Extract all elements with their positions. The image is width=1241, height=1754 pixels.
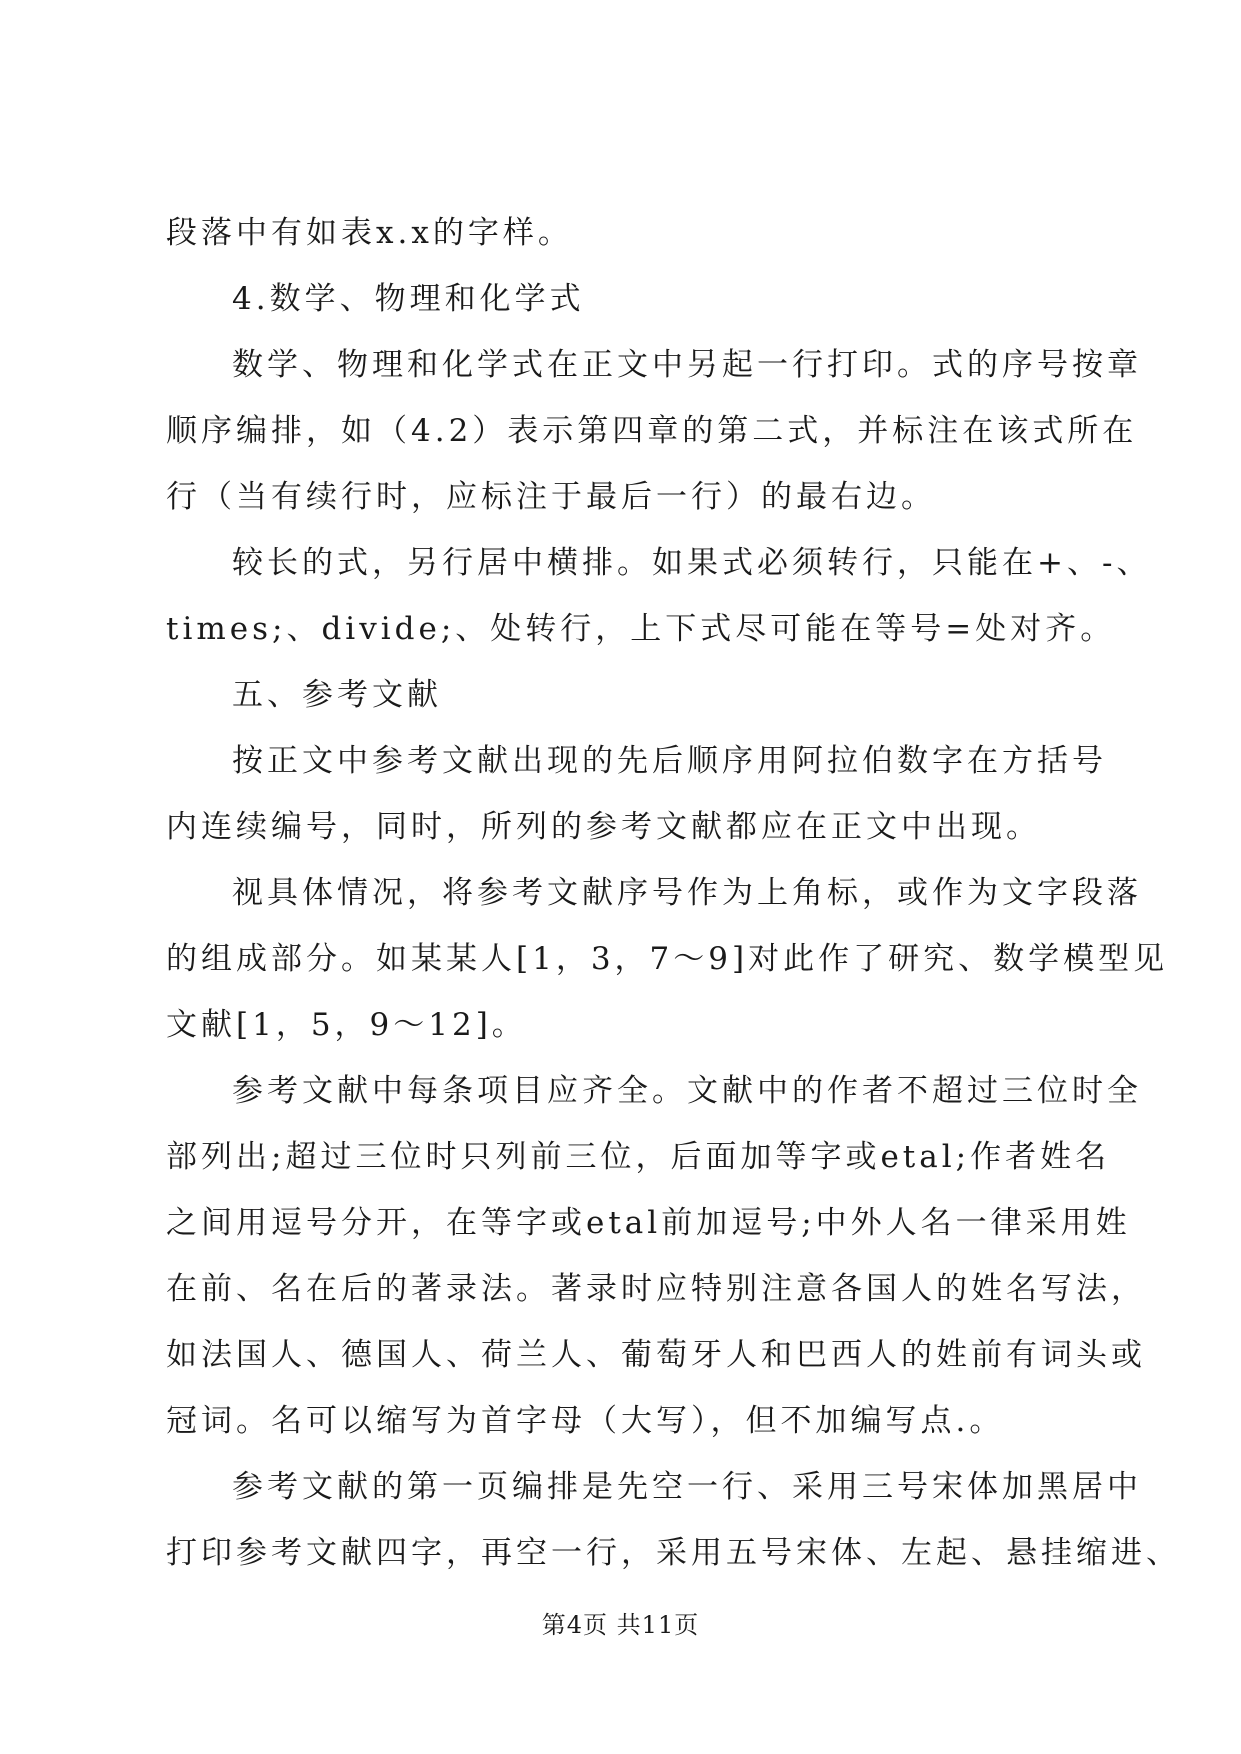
- section-heading-references: 五、参考文献: [232, 677, 442, 713]
- text-line: 行（当有续行时，应标注于最后一行）的最右边。: [166, 479, 936, 515]
- text-line: 如法国人、德国人、荷兰人、葡萄牙人和巴西人的姓前有词头或: [166, 1337, 1146, 1373]
- body-text: [166, 200, 1181, 1586]
- text-line: 顺序编排，如（4.2）表示第四章的第二式，并标注在该式所在: [166, 413, 1138, 449]
- text-line: 参考文献的第一页编排是先空一行、采用三号宋体加黑居中: [232, 1469, 1142, 1505]
- page-number-footer: 第4页 共11页: [541, 1611, 700, 1639]
- text-line: 的组成部分。如某某人[1，3，7～9]对此作了研究、数学模型见: [166, 941, 1169, 977]
- text-line: 打印参考文献四字，再空一行，采用五号宋体、左起、悬挂缩进、: [166, 1535, 1181, 1571]
- text-line: 在前、名在后的著录法。著录时应特别注意各国人的姓名写法，: [166, 1271, 1146, 1307]
- text-line: times;、divide;、处转行，上下式尽可能在等号=处对齐。: [166, 611, 1116, 647]
- text-line: 段落中有如表x.x的字样。: [166, 215, 573, 251]
- text-line: 部列出;超过三位时只列前三位，后面加等字或etal;作者姓名: [166, 1139, 1111, 1175]
- section-heading-formulas: 4.数学、物理和化学式: [232, 281, 585, 317]
- text-line: 参考文献中每条项目应齐全。文献中的作者不超过三位时全: [232, 1073, 1142, 1109]
- text-line: 视具体情况，将参考文献序号作为上角标，或作为文字段落: [232, 875, 1142, 911]
- text-line: 文献[1，5，9～12]。: [166, 1007, 527, 1043]
- text-line: 较长的式，另行居中横排。如果式必须转行，只能在+、-、: [232, 545, 1152, 581]
- text-line: 之间用逗号分开，在等字或etal前加逗号;中外人名一律采用姓: [166, 1205, 1131, 1241]
- text-line: 数学、物理和化学式在正文中另起一行打印。式的序号按章: [232, 347, 1142, 383]
- text-line: 冠词。名可以缩写为首字母（大写），但不加编写点.。: [166, 1403, 1005, 1439]
- text-line: 内连续编号，同时，所列的参考文献都应在正文中出现。: [166, 809, 1041, 845]
- text-line: 按正文中参考文献出现的先后顺序用阿拉伯数字在方括号: [232, 743, 1107, 779]
